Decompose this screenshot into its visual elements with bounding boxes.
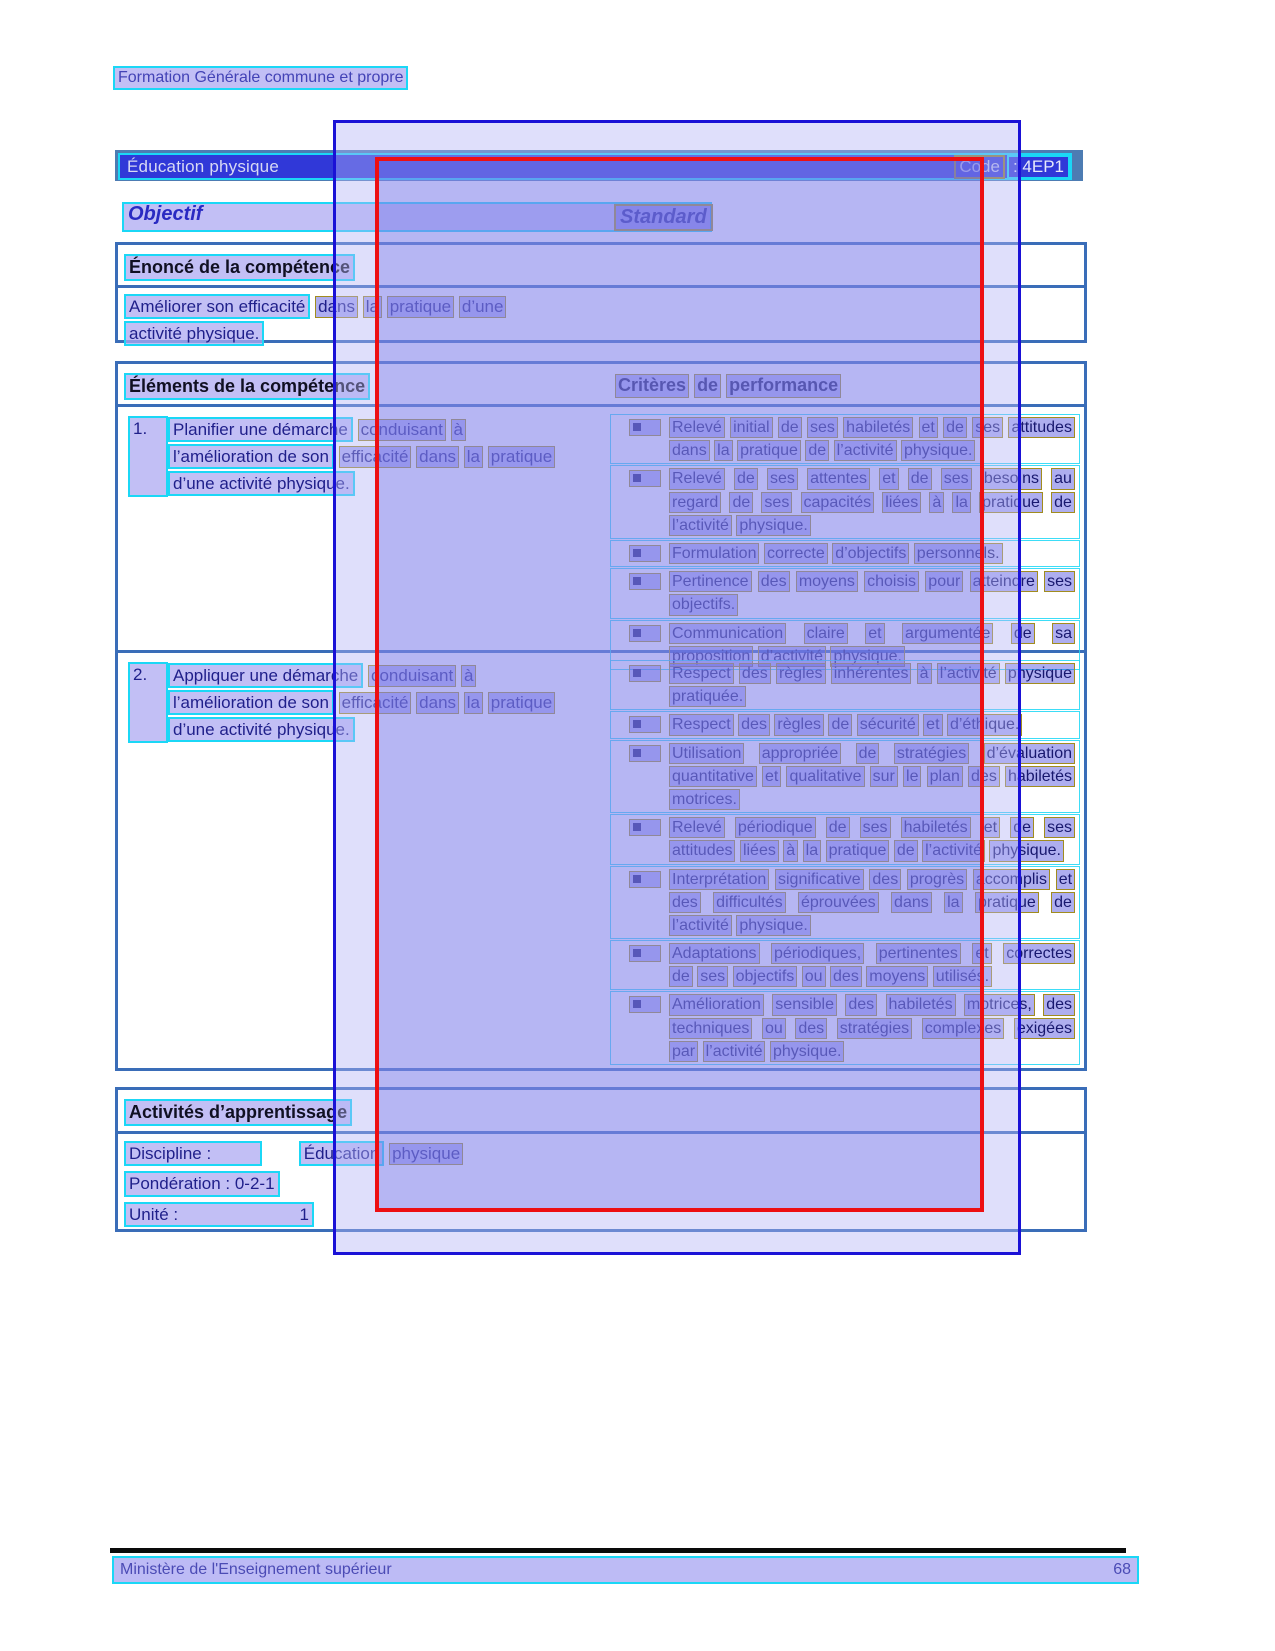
word-annotation-box: sécurité	[857, 714, 919, 735]
word-annotation-box: Respect	[669, 714, 734, 735]
word-annotation-box: par	[669, 1041, 698, 1062]
word-annotation-box: d’éthique.	[947, 714, 1022, 735]
word-annotation-box: argumentée	[902, 623, 993, 644]
annotation-red-box	[375, 157, 984, 1212]
word-annotation-box: ses	[860, 817, 891, 838]
word-annotation-box: pratique	[826, 840, 890, 861]
word-annotation-box: physique.	[989, 840, 1064, 861]
word-annotation-box: des	[1043, 994, 1075, 1015]
word-annotation-box: regard	[669, 492, 721, 513]
page-title: Éducation physique	[127, 156, 279, 176]
word-annotation-box: pertinentes	[876, 943, 961, 964]
word-annotation-box: physique.	[770, 1041, 845, 1062]
word-annotation-box: la	[803, 840, 821, 861]
word-annotation-box: progrès	[907, 869, 967, 890]
word-annotation-box: ses	[767, 468, 798, 489]
word-annotation-box: de	[669, 966, 693, 987]
word-annotation-box: le	[903, 766, 921, 787]
word-annotation-box: pratiquée.	[669, 686, 746, 707]
word-annotation-box: performance	[726, 374, 841, 398]
word-annotation-box: pratique	[387, 296, 454, 318]
word-annotation-box: éprouvées	[798, 892, 879, 913]
elements-col-header: Éléments de la compétence	[124, 373, 370, 400]
word-annotation-box: Critères	[615, 374, 689, 398]
word-annotation-box: des	[845, 994, 877, 1015]
word-annotation-box: ses	[807, 417, 838, 438]
word-annotation-box: la	[714, 440, 732, 461]
word-annotation-box: correctes	[1003, 943, 1075, 964]
word-annotation-box: besoins	[981, 468, 1042, 489]
word-annotation-box: dans	[416, 692, 459, 714]
objectif-label: Objectif	[128, 203, 203, 225]
word-annotation-box: physique	[1005, 663, 1075, 684]
discipline-value: Éducation	[299, 1141, 385, 1166]
word-annotation-box: de	[778, 417, 802, 438]
word-annotation-box: des	[738, 714, 770, 735]
word-annotation-box: de	[805, 440, 829, 461]
standard-label: Standard	[614, 204, 713, 231]
word-annotation-box: et	[865, 623, 884, 644]
item-line-text: l’amélioration de son	[168, 690, 334, 715]
word-annotation-box: des	[795, 1018, 827, 1039]
word-annotation-box: objectifs	[733, 966, 798, 987]
word-annotation-box: périodiques,	[771, 943, 864, 964]
word-annotation-box: ses	[1044, 817, 1075, 838]
word-annotation-box: ses	[761, 492, 792, 513]
word-annotation-box: choisis	[864, 571, 919, 592]
word-annotation-box: dans	[315, 296, 358, 318]
word-annotation-box: Pertinence	[669, 571, 752, 592]
word-annotation-box: sa	[1052, 623, 1075, 644]
word-annotation-box: l’activité	[669, 515, 732, 536]
word-annotation-box: de	[943, 417, 967, 438]
enonce-line-1-text: Améliorer son efficacité	[124, 294, 310, 319]
word-annotation-box: Communication	[669, 623, 786, 644]
word-annotation-box: des	[968, 766, 1000, 787]
word-annotation-box: de	[894, 840, 918, 861]
word-annotation-box: à	[783, 840, 798, 861]
word-annotation-box: de	[694, 374, 721, 398]
word-annotation-box: motrices.	[669, 789, 740, 810]
word-annotation-box: efficacité	[339, 446, 412, 468]
word-annotation-box: Formulation	[669, 543, 759, 564]
word-annotation-box: sur	[870, 766, 898, 787]
word-annotation-box: Respect	[669, 663, 734, 684]
word-annotation-box: habiletés	[843, 417, 913, 438]
word-annotation-box: l’activité	[669, 915, 732, 936]
item-line-text: d’une activité physique.	[168, 717, 355, 742]
word-annotation-box: d’objectifs	[832, 543, 909, 564]
word-annotation-box: stratégies	[837, 1018, 912, 1039]
word-annotation-box: au	[1051, 468, 1075, 489]
item-line-text: Appliquer une démarche	[168, 663, 363, 688]
word-annotation-box: ses	[972, 417, 1003, 438]
unite-label: Unité :	[129, 1204, 179, 1224]
word-annotation-box: dans	[669, 440, 710, 461]
word-annotation-box: et	[923, 714, 942, 735]
word-annotation-box: claire	[804, 623, 848, 644]
word-annotation-box: ses	[1044, 571, 1075, 592]
word-annotation-box: ses	[941, 468, 972, 489]
word-annotation-box: utilisés.	[933, 966, 992, 987]
word-annotation-box: attentes	[807, 468, 870, 489]
word-annotation-box: d’évaluation	[984, 743, 1075, 764]
word-annotation-box: conduisant	[368, 665, 456, 687]
word-annotation-box: inhérentes	[831, 663, 912, 684]
word-annotation-box: Relevé	[669, 468, 725, 489]
word-annotation-box: des	[758, 571, 790, 592]
item-line-text: l’amélioration de son	[168, 444, 334, 469]
header-note-text: Formation Générale commune et propre	[113, 66, 408, 90]
word-annotation-box: de	[1051, 492, 1075, 513]
word-annotation-box: ou	[762, 1018, 786, 1039]
item-line-text: d’une activité physique.	[168, 471, 355, 496]
word-annotation-box: ou	[802, 966, 826, 987]
word-annotation-box: pratique	[488, 446, 555, 468]
word-annotation-box: des	[739, 663, 771, 684]
word-annotation-box: la	[952, 492, 970, 513]
word-annotation-box: liées	[882, 492, 921, 513]
word-annotation-box: physique.	[830, 646, 905, 667]
word-annotation-box: de	[856, 743, 880, 764]
word-annotation-box: et	[972, 943, 991, 964]
word-annotation-box: et	[919, 417, 938, 438]
word-annotation-box: la	[944, 892, 962, 913]
word-annotation-box: la	[363, 296, 382, 318]
word-annotation-box: de	[729, 492, 753, 513]
word-annotation-box: Adaptations	[669, 943, 760, 964]
word-annotation-box: l’activité	[834, 440, 897, 461]
word-annotation-box: efficacité	[339, 692, 412, 714]
item-line-text: Planifier une démarche	[168, 417, 353, 442]
word-annotation-box: d’activité	[758, 646, 826, 667]
word-annotation-box: objectifs.	[669, 594, 738, 615]
word-annotation-box: attitudes	[1008, 417, 1074, 438]
word-annotation-box: et	[879, 468, 898, 489]
word-annotation-box: accomplis	[973, 869, 1050, 890]
word-annotation-box: de	[1051, 892, 1075, 913]
discipline-label: Discipline :	[124, 1141, 262, 1166]
word-annotation-box: physique.	[736, 515, 811, 536]
unite-value: 1	[299, 1204, 309, 1224]
word-annotation-box: l’activité	[703, 1041, 766, 1062]
header-note	[113, 66, 408, 90]
word-annotation-box: appropriée	[759, 743, 842, 764]
word-annotation-box: motrices,	[964, 994, 1035, 1015]
ponderation-text: Pondération : 0-2-1	[124, 1171, 280, 1196]
word-annotation-box: de	[908, 468, 932, 489]
unite-box	[124, 1202, 314, 1227]
item-number: 1.	[128, 416, 168, 497]
word-annotation-box: exigées	[1014, 1018, 1075, 1039]
footer-page-number: 68	[1113, 1561, 1131, 1578]
word-annotation-box: dans	[891, 892, 932, 913]
word-annotation-box: attitudes	[669, 840, 735, 861]
word-annotation-box: plan	[927, 766, 963, 787]
word-annotation-box: Relevé	[669, 417, 725, 438]
word-annotation-box: pratique	[737, 440, 801, 461]
word-annotation-box: habiletés	[886, 994, 956, 1015]
word-annotation-box: règles	[776, 663, 826, 684]
word-annotation-box: Utilisation	[669, 743, 744, 764]
word-annotation-box: correcte	[764, 543, 828, 564]
word-annotation-box: Interprétation	[669, 869, 769, 890]
word-annotation-box: à	[461, 665, 476, 687]
word-annotation-box: significative	[775, 869, 864, 890]
word-annotation-box: conduisant	[358, 419, 446, 441]
word-annotation-box: à	[917, 663, 932, 684]
word-annotation-box: techniques	[669, 1018, 752, 1039]
word-annotation-box: initial	[730, 417, 772, 438]
word-annotation-box: la	[464, 446, 483, 468]
word-annotation-box: physique.	[901, 440, 976, 461]
word-annotation-box: liées	[740, 840, 779, 861]
word-annotation-box: difficultés	[713, 892, 785, 913]
word-annotation-box: sensible	[772, 994, 837, 1015]
word-annotation-box: d’une	[459, 296, 507, 318]
word-annotation-box: de	[1010, 817, 1034, 838]
footer-bar	[112, 1556, 1139, 1584]
item-number: 2.	[128, 662, 168, 743]
word-annotation-box: quantitative	[669, 766, 757, 787]
word-annotation-box: des	[830, 966, 862, 987]
word-annotation-box: de	[734, 468, 758, 489]
word-annotation-box: règles	[774, 714, 824, 735]
word-annotation-box: Relevé	[669, 817, 725, 838]
word-annotation-box: qualitative	[786, 766, 864, 787]
word-annotation-box: de	[1011, 623, 1035, 644]
enonce-header: Énoncé de la compétence	[124, 254, 355, 281]
word-annotation-box: des	[669, 892, 701, 913]
word-annotation-box: de	[828, 714, 852, 735]
word-annotation-box: des	[869, 869, 901, 890]
word-annotation-box: l’activité	[922, 840, 985, 861]
word-annotation-box: et	[981, 817, 1000, 838]
word-annotation-box: moyens	[866, 966, 928, 987]
word-annotation-box: moyens	[796, 571, 858, 592]
word-annotation-box: atteindre	[970, 571, 1038, 592]
word-annotation-box: l’activité	[937, 663, 1000, 684]
word-annotation-box: complexes	[922, 1018, 1004, 1039]
word-annotation-box: à	[929, 492, 944, 513]
word-annotation-box: physique.	[736, 915, 811, 936]
word-annotation-box: pratique	[979, 492, 1043, 513]
code-label: Code	[954, 155, 1005, 179]
word-annotation-box: proposition	[669, 646, 753, 667]
word-annotation-box: pratique	[488, 692, 555, 714]
word-annotation-box: périodique	[735, 817, 816, 838]
word-annotation-box: et	[1056, 869, 1075, 890]
word-annotation-box: habiletés	[901, 817, 971, 838]
word-annotation-box: ses	[697, 966, 728, 987]
word-annotation-box: habiletés	[1005, 766, 1075, 787]
word-annotation-box: personnels.	[914, 543, 1003, 564]
word-annotation-box: de	[826, 817, 850, 838]
word-annotation-box: pour	[925, 571, 963, 592]
word-annotation-box: à	[451, 419, 466, 441]
activites-header: Activités d’apprentissage	[124, 1099, 352, 1126]
word-annotation-box: capacités	[801, 492, 875, 513]
word-annotation-box: dans	[416, 446, 459, 468]
footer-rule	[110, 1548, 1126, 1553]
word-annotation-box: Amélioration	[669, 994, 764, 1015]
footer-left-text: Ministère de l'Enseignement supérieur	[120, 1561, 392, 1578]
word-annotation-box: et	[762, 766, 781, 787]
word-annotation-box: la	[464, 692, 483, 714]
code-value: : 4EP1	[1007, 155, 1070, 179]
word-annotation-box: stratégies	[894, 743, 969, 764]
enonce-line-2-text: activité physique.	[124, 321, 264, 346]
word-annotation-box: pratique	[975, 892, 1039, 913]
word-annotation-box: physique	[389, 1143, 463, 1165]
